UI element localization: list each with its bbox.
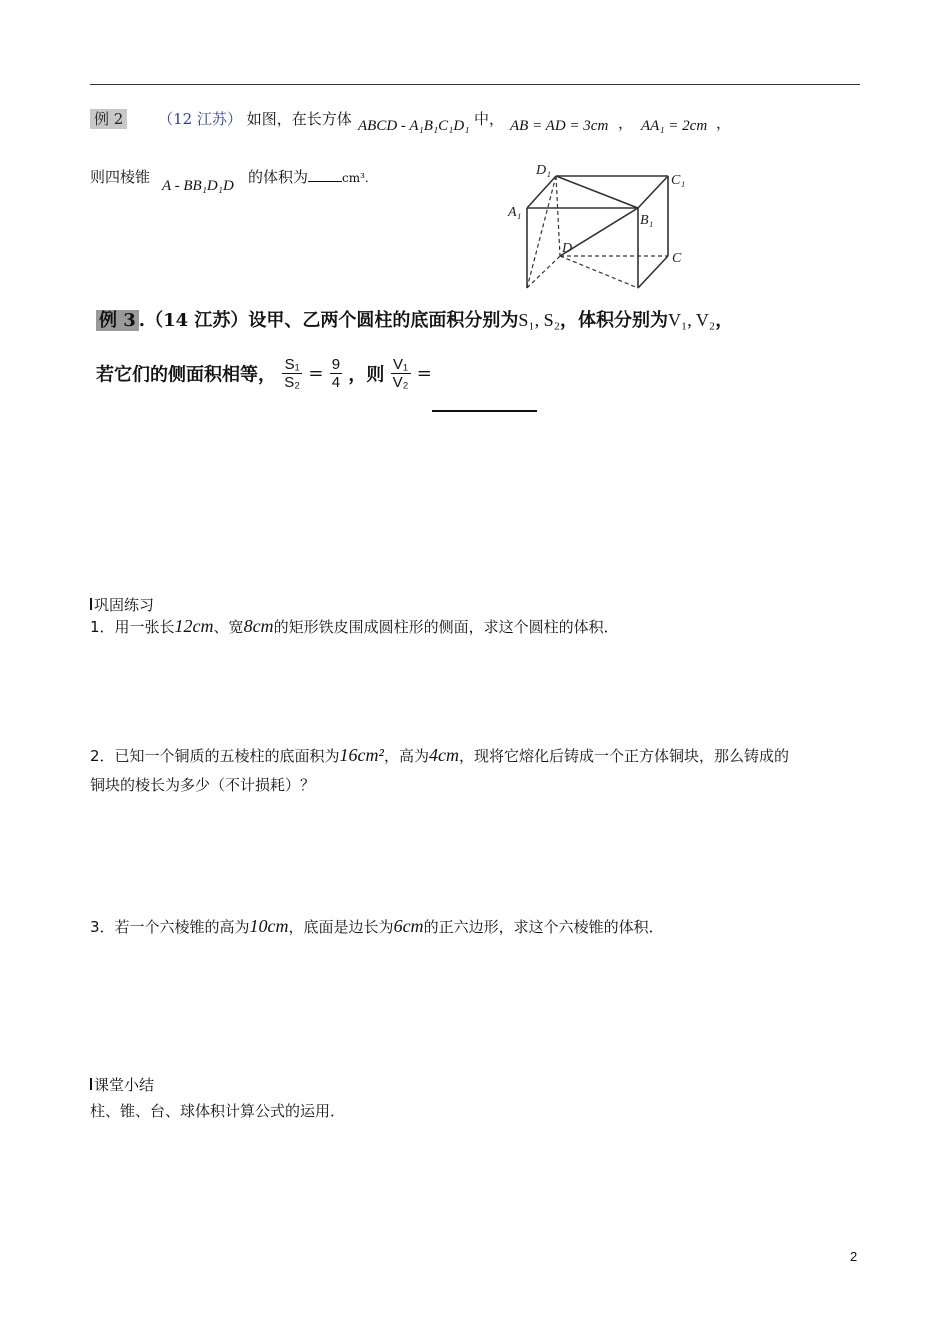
hidden-da <box>527 256 560 288</box>
example2-line1 <box>90 108 352 129</box>
summary-heading-text: 课堂小结 <box>94 1076 155 1094</box>
frac2-num: 9 <box>331 356 341 373</box>
practice-heading-text: 巩固练习 <box>94 596 155 614</box>
example3-answer-line <box>432 410 537 412</box>
q2-text-a: 2．已知一个铜质的五棱柱的底面积为 <box>90 747 340 765</box>
example2-line2-suffix: 的体积为 <box>248 168 309 186</box>
label-c: C <box>672 251 682 266</box>
question-1 <box>90 616 619 637</box>
q2-text-b: ，高为 <box>383 747 429 765</box>
example3-line2 <box>96 356 432 391</box>
q3-text-a: 3．若一个六棱锥的高为 <box>90 918 250 936</box>
example2-text2: 中， <box>474 110 505 128</box>
heading-marker <box>90 598 92 610</box>
example2-comma2: ， <box>716 114 732 132</box>
example3-text3: ， <box>715 310 734 331</box>
label-d1: D₁ <box>536 163 551 178</box>
label-d: D <box>562 241 573 256</box>
q1-text-c: 的矩形铁皮围成圆柱形的侧面，求这个圆柱的体积． <box>273 618 619 636</box>
label-c1: C₁ <box>671 173 686 188</box>
page-number: 2 <box>850 1249 858 1264</box>
practice-heading <box>90 594 154 615</box>
header-rule <box>90 84 860 85</box>
example3-then: ，则 <box>348 364 385 386</box>
label-b1: B₁ <box>640 213 654 228</box>
question-3 <box>90 916 664 937</box>
example2-label: 例 2 <box>90 109 127 129</box>
question-2 <box>90 745 789 766</box>
example3-vars1: S₁, S₂ <box>518 310 560 330</box>
frac3-num: V₁ <box>391 356 411 374</box>
example2-pyramid: A - BB₁D₁D <box>162 178 234 194</box>
example3-vars2: V₁, V₂ <box>667 310 716 330</box>
example3-line1 <box>96 306 733 332</box>
example2-solid: ABCD - A₁B₁C₁D₁ <box>358 118 470 134</box>
answer-blank <box>308 181 342 182</box>
example2-line2-prefix: 则四棱锥 <box>90 168 151 186</box>
cuboid-figure <box>500 158 700 290</box>
hidden-d1d <box>556 176 560 256</box>
q1-text-a: 1．用一张长 <box>90 618 175 636</box>
example2-cond2: AA₁ = 2cm <box>641 118 708 134</box>
example3-line2-prefix: 若它们的侧面积相等， <box>96 364 276 386</box>
q1-width: 8cm <box>243 616 274 636</box>
fraction-9-4 <box>330 356 342 391</box>
edge-cb <box>638 256 668 288</box>
frac1-den: S₂ <box>284 374 301 391</box>
q1-length: 12cm <box>174 616 214 636</box>
frac3-den: V₂ <box>392 374 409 391</box>
summary-heading <box>90 1074 154 1095</box>
q1-text-b: 、宽 <box>213 618 244 636</box>
heading-marker <box>90 1078 92 1090</box>
example2-text1: 如图，在长方体 <box>246 110 352 128</box>
q3-side: 6cm <box>393 916 424 936</box>
question-2-line2: 铜块的棱长为多少（不计损耗）？ <box>90 776 316 794</box>
q2-height: 4cm <box>428 745 459 765</box>
example2-unit: cm³. <box>342 171 369 185</box>
example2-comma: ， <box>618 114 634 132</box>
diag-d1b1 <box>556 176 638 208</box>
frac1-num: S₁ <box>282 356 302 374</box>
hidden-db <box>560 256 638 288</box>
example2-cond1: AB = AD = 3cm <box>510 118 609 134</box>
edge-c1b1 <box>638 176 668 208</box>
example3-tag: 例 3 <box>96 310 139 331</box>
q2-area: 16cm² <box>339 745 384 765</box>
q3-text-b: ，底面是边长为 <box>288 918 394 936</box>
q2-text-c: ，现将它熔化后铸成一个正方体铜块，那么铸成的 <box>458 747 789 765</box>
example3-text2: ，体积分别为 <box>559 310 668 331</box>
fraction-v1-v2 <box>391 356 411 391</box>
example2-source: （12 江苏） <box>158 110 242 128</box>
eq1: = <box>308 363 324 384</box>
fraction-s1-s2 <box>282 356 302 391</box>
example3-text1: .（14 江苏）设甲、乙两个圆柱的底面积分别为 <box>138 310 519 331</box>
example2-line2-rest <box>248 166 369 187</box>
q3-height: 10cm <box>249 916 289 936</box>
label-a1: A₁ <box>508 205 522 220</box>
summary-text: 柱、锥、台、球体积计算公式的运用． <box>90 1102 346 1120</box>
frac2-den: 4 <box>331 374 341 391</box>
q3-text-c: 的正六边形，求这个六棱锥的体积． <box>423 918 664 936</box>
eq2: = <box>416 363 432 384</box>
